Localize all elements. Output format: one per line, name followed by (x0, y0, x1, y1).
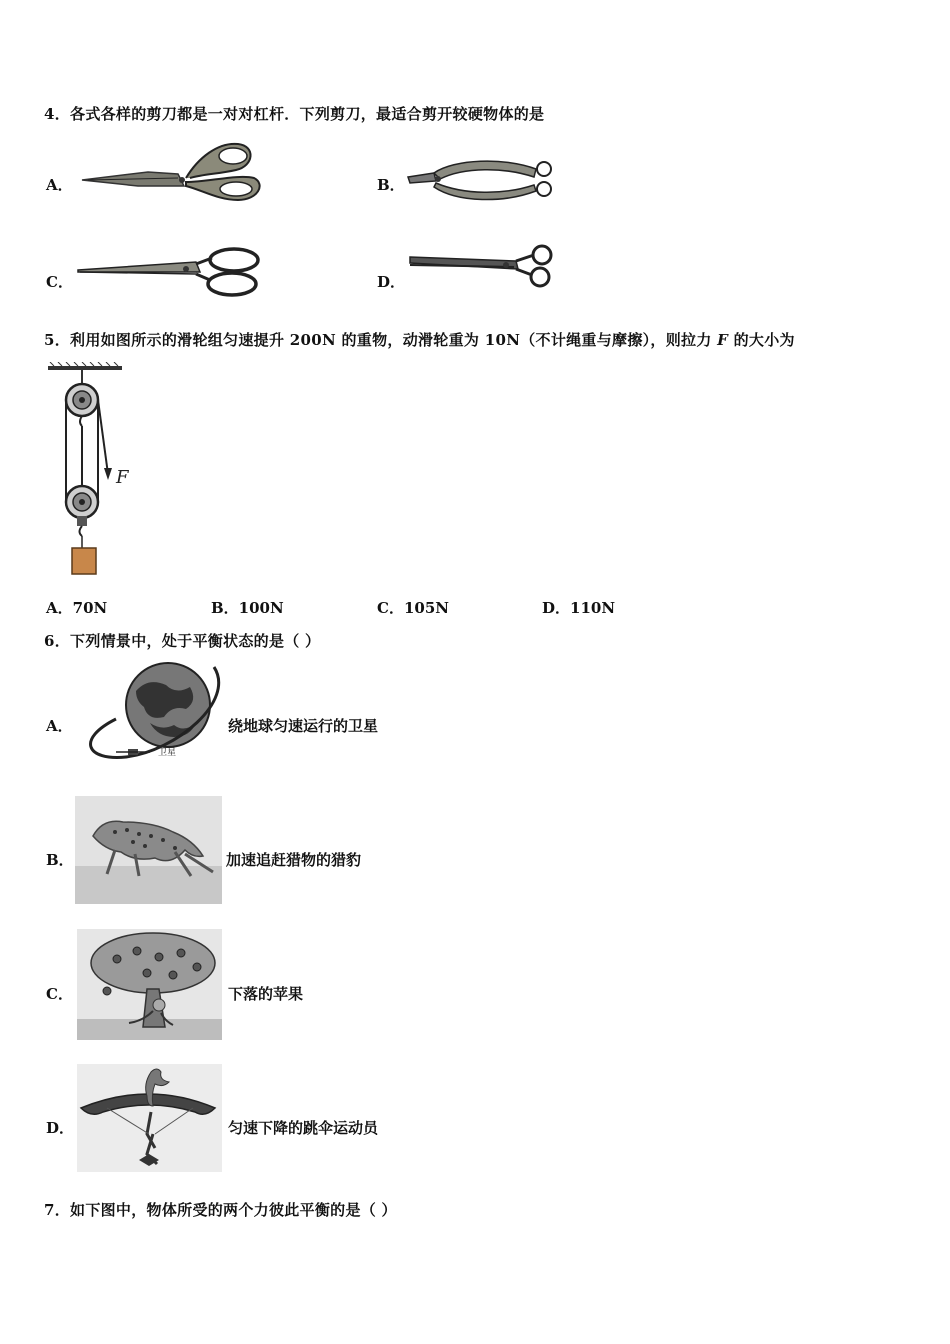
q4-option-b-label: B． (377, 176, 405, 194)
q6-option-a-caption: 绕地球匀速运行的卫星 (228, 717, 379, 735)
q4-option-a-label: A． (46, 176, 73, 194)
q5-force-label: F (116, 467, 129, 488)
q6-option-a-label: A． (46, 717, 73, 735)
q4-scissors-d-image (406, 241, 566, 293)
q6-satellite-inset-label: 卫星 (158, 748, 177, 758)
q4-scissors-c-image (76, 244, 264, 300)
q5-pulley-diagram (44, 362, 144, 580)
q4-option-d-label: D． (377, 273, 406, 291)
q6-option-b-caption: 加速追赶猎物的猎豹 (226, 851, 362, 869)
q5-text-suffix: 的大小为 (728, 331, 795, 349)
q6-option-c-caption: 下落的苹果 (228, 985, 304, 1003)
q5-answer-a: A．70N (46, 599, 108, 617)
q4-option-c-label: C． (46, 273, 73, 291)
q6-option-d-caption: 匀速下降的跳伞运动员 (228, 1119, 379, 1137)
q6-option-d-label: D． (46, 1119, 75, 1137)
q5-answer-d: D．110N (542, 599, 616, 617)
q4-text: 4．各式各样的剪刀都是一对对杠杆．下列剪刀，最适合剪开较硬物体的是 (44, 105, 545, 123)
q6-apple-tree-image (77, 929, 222, 1040)
q5-answer-b: B．100N (211, 599, 284, 617)
q6-option-b-label: B． (46, 851, 74, 869)
q6-parachutist-image (77, 1064, 222, 1172)
q4-scissors-a-image (78, 138, 268, 208)
q6-cheetah-image (75, 796, 222, 904)
q6-satellite-image (76, 661, 226, 773)
q5-answer-c: C．105N (377, 599, 449, 617)
q4-scissors-b-image (404, 155, 559, 205)
q5-text (44, 329, 795, 350)
q7-text: 7．如下图中，物体所受的两个力彼此平衡的是（ ） (44, 1201, 397, 1219)
q5-force-variable: F (717, 331, 729, 349)
q6-option-c-label: C． (46, 985, 73, 1003)
q6-text: 6．下列情景中，处于平衡状态的是（ ） (44, 632, 321, 650)
q5-text-prefix: 5．利用如图所示的滑轮组匀速提升 200N 的重物，动滑轮重为 10N（不计绳重与摩擦），则拉力 (44, 331, 718, 349)
